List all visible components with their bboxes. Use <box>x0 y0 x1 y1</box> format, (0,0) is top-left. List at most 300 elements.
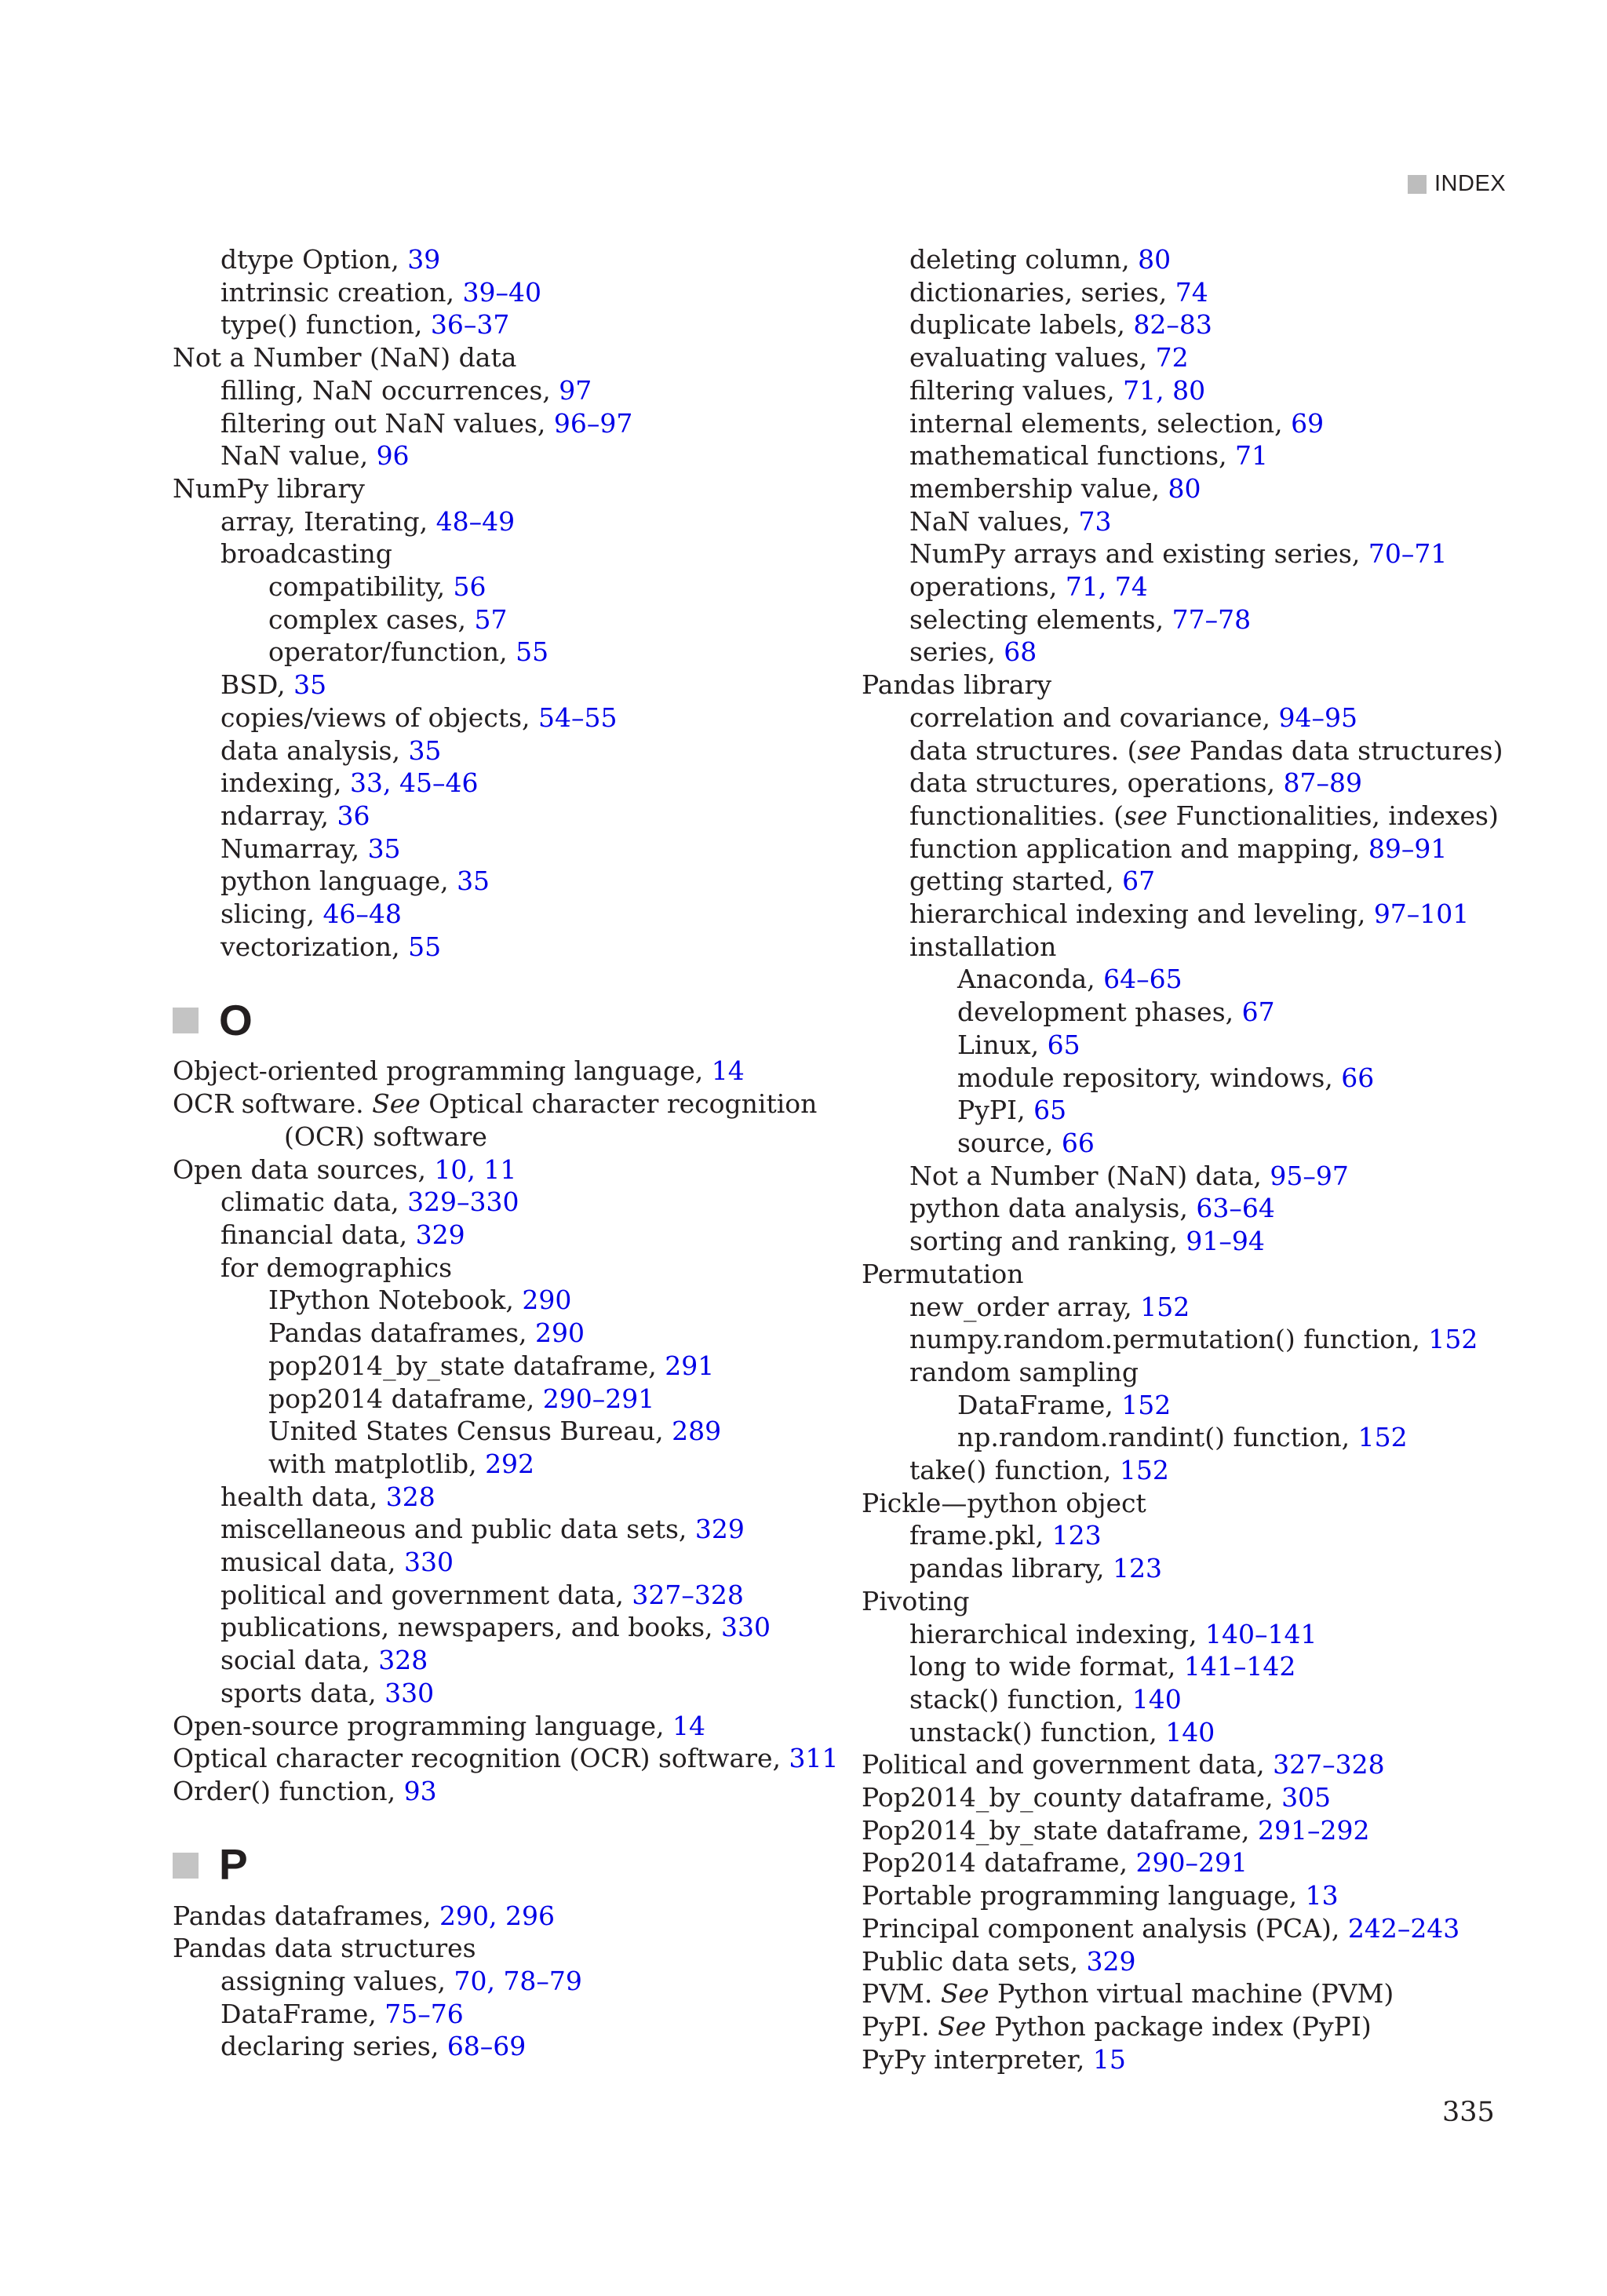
entry-term: pop2014_by_state dataframe, <box>268 1350 665 1381</box>
page-reference-link[interactable]: 329 <box>415 1219 465 1250</box>
index-entry <box>862 1323 1503 1356</box>
index-entry <box>862 1781 1503 1814</box>
page-reference-link[interactable]: 82–83 <box>1133 309 1212 341</box>
page-reference-link[interactable]: 67 <box>1241 997 1275 1028</box>
index-entry <box>862 669 1503 702</box>
entry-term: new_order array, <box>909 1291 1141 1322</box>
index-entry <box>173 1153 838 1186</box>
entry-term: Pivoting <box>862 1585 970 1616</box>
entry-term: NaN value, <box>220 440 377 472</box>
entry-term: United States Census Bureau, <box>268 1416 672 1447</box>
index-entry <box>862 1356 1503 1389</box>
page-reference-link[interactable]: 152 <box>1121 1389 1172 1420</box>
page-reference-link[interactable]: 69 <box>1291 407 1325 439</box>
entry-term: operator/function, <box>268 636 516 668</box>
index-entry <box>173 898 838 931</box>
page-reference-link[interactable]: 290–291 <box>1135 1847 1248 1879</box>
entry-term: financial data, <box>220 1219 416 1250</box>
page-reference-link[interactable]: 74 <box>1175 276 1208 308</box>
index-entry <box>862 1650 1503 1683</box>
page-reference-link[interactable]: 141–142 <box>1183 1651 1296 1682</box>
header-label: INDEX <box>1434 171 1507 196</box>
square-bullet-icon <box>1408 175 1427 194</box>
entry-term: Numarray, <box>220 833 368 864</box>
entry-term: selecting elements, <box>909 603 1172 635</box>
index-entry <box>173 1775 838 1808</box>
index-entry <box>862 996 1503 1029</box>
index-entry <box>862 505 1503 538</box>
entry-term: hierarchical indexing, <box>909 1618 1206 1649</box>
entry-term: duplicate labels, <box>909 309 1134 341</box>
entry-term: social data, <box>220 1645 379 1676</box>
index-entry <box>862 800 1503 833</box>
index-entry <box>862 1029 1503 1062</box>
page-reference-link[interactable]: 36 <box>337 800 370 831</box>
page-reference-link[interactable]: 65 <box>1033 1095 1067 1126</box>
page-reference-link[interactable]: 14 <box>672 1710 705 1741</box>
entry-term: miscellaneous and public data sets, <box>220 1514 695 1545</box>
page-reference-link[interactable]: 80 <box>1138 244 1172 275</box>
entry-term: mathematical functions, <box>909 440 1236 472</box>
page-reference-link[interactable]: 292 <box>485 1448 535 1479</box>
page-reference-link[interactable]: 39 <box>407 244 441 275</box>
page-reference-link[interactable]: 330 <box>403 1547 454 1578</box>
page-reference-link[interactable]: 36–37 <box>430 309 510 341</box>
entry-term: module repository, windows, <box>957 1062 1342 1093</box>
index-entry <box>862 1192 1503 1225</box>
index-entry <box>862 374 1503 407</box>
entry-term: development phases, <box>957 997 1242 1028</box>
page-reference-link[interactable]: 96–97 <box>553 407 633 439</box>
page-reference-link[interactable]: 311 <box>789 1743 839 1774</box>
entry-term: installation <box>909 931 1057 962</box>
entry-term: DataFrame, <box>220 1998 385 2029</box>
entry-term: political and government data, <box>220 1579 632 1610</box>
entry-term: take() function, <box>909 1455 1120 1486</box>
entry-term: health data, <box>220 1481 386 1512</box>
entry-term: data analysis, <box>220 734 409 766</box>
entry-term: getting started, <box>909 866 1123 897</box>
entry-term: data structures, operations, <box>909 767 1284 799</box>
page-reference-link[interactable]: 57 <box>474 603 508 635</box>
see-target: Python package index (PyPI) <box>986 2010 1372 2042</box>
index-entry <box>173 1965 838 1998</box>
entry-term: Pandas data structures <box>173 1933 476 1964</box>
page-reference-link[interactable]: 68 <box>1004 636 1037 668</box>
index-entry <box>173 1932 838 1965</box>
entry-term: Open-source programming language, <box>173 1710 672 1741</box>
entry-term: random sampling <box>909 1356 1139 1387</box>
page-reference-link[interactable]: 93 <box>403 1775 437 1806</box>
index-entry <box>173 1513 838 1546</box>
index-entry <box>862 1389 1503 1422</box>
entry-term: Not a Number (NaN) data, <box>909 1160 1270 1191</box>
page-reference-link[interactable]: 67 <box>1122 866 1156 897</box>
section-letter-heading <box>173 988 838 1053</box>
entry-term: hierarchical indexing and leveling, <box>909 898 1374 930</box>
entry-term: deleting column, <box>909 244 1139 275</box>
index-entry <box>862 243 1503 276</box>
index-entry <box>173 1677 838 1710</box>
page-reference-link[interactable]: 68–69 <box>446 2031 527 2062</box>
see-reference: see <box>1124 800 1168 831</box>
page-reference-link[interactable]: 33, 45–46 <box>349 767 479 799</box>
entry-term: numpy.random.permutation() function, <box>909 1324 1429 1355</box>
entry-term: BSD, <box>220 669 294 701</box>
entry-term: publications, newspapers, and books, <box>220 1612 722 1643</box>
index-entry <box>862 603 1503 636</box>
see-reference: See <box>372 1088 421 1120</box>
index-entry <box>173 243 838 276</box>
index-entry <box>173 734 838 767</box>
page-reference-link[interactable]: 72 <box>1155 342 1189 374</box>
page-reference-link[interactable]: 13 <box>1305 1880 1339 1912</box>
index-entry <box>862 1552 1503 1585</box>
page-reference-link[interactable]: 140 <box>1131 1683 1182 1715</box>
page-reference-link[interactable]: 140 <box>1165 1716 1215 1748</box>
page-reference-link[interactable]: 97–101 <box>1373 898 1470 930</box>
entry-term: compatibility, <box>268 571 454 603</box>
index-entry <box>173 472 838 505</box>
entry-term: Permutation <box>862 1258 1024 1289</box>
index-entry <box>862 1879 1503 1912</box>
index-entry <box>862 1945 1503 1978</box>
page-reference-link[interactable]: 10, 11 <box>434 1153 517 1185</box>
page-reference-link[interactable]: 70, 78–79 <box>454 1966 582 1997</box>
entry-term: PyPI. <box>862 2010 938 2042</box>
page-reference-link[interactable]: 242–243 <box>1347 1912 1460 1944</box>
page-reference-link[interactable]: 91–94 <box>1186 1226 1265 1257</box>
page-reference-link[interactable]: 46–48 <box>322 898 402 930</box>
index-entry <box>173 1710 838 1743</box>
page-reference-link[interactable]: 80 <box>1168 472 1201 504</box>
index-entry <box>173 439 838 472</box>
entry-term: Pop2014 dataframe, <box>862 1847 1136 1879</box>
index-entry <box>173 1579 838 1612</box>
entry-term: series, <box>909 636 1004 668</box>
entry-term: Order() function, <box>173 1775 404 1806</box>
entry-term: indexing, <box>220 767 350 799</box>
index-entry <box>173 636 838 669</box>
page-reference-link[interactable]: 65 <box>1047 1029 1080 1060</box>
see-target: Pandas data structures) <box>1181 734 1503 766</box>
index-entry <box>173 1317 838 1350</box>
index-entry <box>862 898 1503 931</box>
index-entry <box>173 1252 838 1285</box>
entry-term: sorting and ranking, <box>909 1226 1186 1257</box>
index-entry <box>862 1258 1503 1291</box>
entry-term: Optical character recognition (OCR) software, <box>173 1743 789 1774</box>
index-entry <box>862 538 1503 570</box>
entry-term: dictionaries, series, <box>909 276 1175 308</box>
page-reference-link[interactable]: 152 <box>1140 1291 1190 1322</box>
index-entry <box>173 1611 838 1644</box>
square-bullet-icon <box>173 1008 199 1033</box>
square-bullet-icon <box>173 1853 199 1879</box>
see-target: Python virtual machine (PVM) <box>989 1978 1394 2010</box>
page-reference-link[interactable]: 329–330 <box>407 1186 519 1218</box>
index-entry <box>862 1127 1503 1160</box>
index-entry <box>173 669 838 702</box>
see-reference: See <box>940 1978 989 2010</box>
entry-term: Pandas library <box>862 669 1051 701</box>
entry-term: vectorization, <box>220 931 409 962</box>
index-entry <box>862 931 1503 964</box>
index-entry <box>173 833 838 866</box>
page-reference-link[interactable]: 35 <box>367 833 401 864</box>
page-reference-link[interactable]: 71, 74 <box>1065 571 1148 603</box>
page-reference-link[interactable]: 35 <box>457 866 490 897</box>
index-entry <box>862 341 1503 374</box>
index-entry <box>862 1094 1503 1127</box>
entry-term: internal elements, selection, <box>909 407 1292 439</box>
entry-term: intrinsic creation, <box>220 276 463 308</box>
index-entry <box>862 407 1503 440</box>
page-reference-link[interactable]: 95–97 <box>1270 1160 1349 1191</box>
entry-term: Pandas dataframes, <box>268 1317 536 1349</box>
index-entry-continuation <box>173 1121 838 1153</box>
see-reference: see <box>1137 734 1182 766</box>
page-reference-link[interactable]: 55 <box>516 636 549 668</box>
page-reference-link[interactable]: 96 <box>376 440 410 472</box>
index-entry <box>862 1683 1503 1716</box>
page-reference-link[interactable]: 94–95 <box>1278 702 1358 733</box>
entry-term: NumPy library <box>173 472 365 504</box>
entry-term: Object-oriented programming language, <box>173 1055 712 1087</box>
entry-term: declaring series, <box>220 2031 447 2062</box>
entry-term: source, <box>957 1127 1062 1158</box>
page-reference-link[interactable]: 77–78 <box>1172 603 1252 635</box>
index-entry <box>173 1546 838 1579</box>
page-reference-link[interactable]: 291 <box>665 1350 715 1381</box>
entry-term: PyPI, <box>957 1095 1034 1126</box>
index-entry <box>173 1900 838 1933</box>
entry-term: data structures. ( <box>909 734 1138 766</box>
index-entry <box>862 833 1503 866</box>
index-entry <box>862 963 1503 996</box>
index-entry <box>173 1644 838 1677</box>
index-entry <box>173 1448 838 1481</box>
index-entry <box>173 538 838 570</box>
index-entry <box>862 2010 1503 2043</box>
page-reference-link[interactable]: 70–71 <box>1368 538 1448 570</box>
entry-term: Pandas dataframes, <box>173 1900 440 1931</box>
index-entry <box>173 1383 838 1416</box>
page-reference-link[interactable]: 328 <box>385 1481 435 1512</box>
index-entry <box>173 702 838 734</box>
entry-term: Political and government data, <box>862 1749 1274 1780</box>
entry-term: with matplotlib, <box>268 1448 486 1479</box>
entry-term: ndarray, <box>220 800 337 831</box>
page-reference-link[interactable]: 123 <box>1051 1520 1102 1551</box>
page-reference-link[interactable]: 329 <box>1086 1945 1136 1977</box>
entry-term: Pickle—python object <box>862 1487 1146 1518</box>
index-entry <box>173 865 838 898</box>
index-entry <box>173 341 838 374</box>
entry-term: pop2014 dataframe, <box>268 1383 543 1414</box>
index-entry <box>862 865 1503 898</box>
entry-term: np.random.randint() function, <box>957 1422 1358 1453</box>
page-reference-link[interactable]: 327–328 <box>1273 1749 1385 1780</box>
page-reference-link[interactable]: 71 <box>1235 440 1269 472</box>
entry-term: sports data, <box>220 1677 385 1708</box>
running-header <box>1408 171 1506 197</box>
page-reference-link[interactable]: 71, 80 <box>1123 374 1206 406</box>
page-reference-link[interactable]: 73 <box>1078 505 1112 537</box>
entry-term: functionalities. ( <box>909 800 1124 831</box>
entry-term: correlation and covariance, <box>909 702 1279 733</box>
index-column-right <box>862 243 1503 2076</box>
entry-term: IPython Notebook, <box>268 1285 523 1316</box>
page-reference-link[interactable]: 152 <box>1119 1455 1169 1486</box>
page-reference-link[interactable]: 48–49 <box>435 505 516 537</box>
page-number: 335 <box>1442 2097 1495 2128</box>
index-entry <box>173 603 838 636</box>
index-entry <box>173 308 838 341</box>
entry-term: Pop2014_by_county dataframe, <box>862 1782 1282 1813</box>
entry-term: function application and mapping, <box>909 833 1368 864</box>
section-letter-heading <box>173 1833 838 1898</box>
page-reference-link[interactable]: 327–328 <box>632 1579 744 1610</box>
index-entry <box>862 1977 1503 2010</box>
entry-term: Linux, <box>957 1029 1048 1060</box>
index-entry <box>862 308 1503 341</box>
page-reference-link[interactable]: 290 <box>535 1317 585 1349</box>
page-reference-link[interactable]: 291–292 <box>1257 1814 1370 1846</box>
index-entry <box>173 1088 838 1121</box>
page-reference-link[interactable]: 35 <box>408 734 442 766</box>
index-entry <box>862 1225 1503 1258</box>
entry-term: array, Iterating, <box>220 505 436 537</box>
page-reference-link[interactable]: 97 <box>559 374 592 406</box>
page-reference-link[interactable]: 330 <box>384 1677 435 1708</box>
entry-term: filtering values, <box>909 374 1124 406</box>
see-target: Functionalities, indexes) <box>1168 800 1499 831</box>
page-reference-link[interactable]: 54–55 <box>538 702 618 733</box>
index-entry <box>862 439 1503 472</box>
entry-term: NumPy arrays and existing series, <box>909 538 1368 570</box>
section-letter: P <box>219 1840 248 1890</box>
index-entry <box>862 1062 1503 1095</box>
entry-term: Not a Number (NaN) data <box>173 342 517 374</box>
index-entry <box>862 702 1503 734</box>
index-entry <box>173 1742 838 1775</box>
index-entry <box>862 1519 1503 1552</box>
index-entry <box>173 1481 838 1514</box>
entry-term: unstack() function, <box>909 1716 1166 1748</box>
index-entry <box>862 1291 1503 1324</box>
index-entry <box>862 734 1503 767</box>
page-reference-link[interactable]: 328 <box>378 1645 428 1676</box>
page-reference-link[interactable]: 75–76 <box>384 1998 464 2029</box>
page-reference-link[interactable]: 66 <box>1061 1127 1095 1158</box>
page-reference-link[interactable]: 329 <box>694 1514 745 1545</box>
index-entry <box>862 1454 1503 1487</box>
page-reference-link[interactable]: 14 <box>711 1055 745 1087</box>
page-reference-link[interactable]: 55 <box>408 931 442 962</box>
index-entry <box>862 1618 1503 1651</box>
page-reference-link[interactable]: 305 <box>1281 1782 1332 1813</box>
page-reference-link[interactable]: 63–64 <box>1196 1193 1275 1224</box>
entry-term: NaN values, <box>909 505 1079 537</box>
entry-term: Principal component analysis (PCA), <box>862 1912 1348 1944</box>
page-reference-link[interactable]: 123 <box>1112 1553 1162 1584</box>
index-entry <box>862 2043 1503 2076</box>
index-entry <box>862 1421 1503 1454</box>
entry-term: pandas library, <box>909 1553 1113 1584</box>
entry-term: Public data sets, <box>862 1945 1087 1977</box>
page-reference-link[interactable]: 290–291 <box>542 1383 655 1414</box>
entry-term: PVM. <box>862 1978 941 2010</box>
index-entry <box>862 1160 1503 1193</box>
page-reference-link[interactable]: 64–65 <box>1103 964 1182 995</box>
index-entry <box>862 636 1503 669</box>
index-entry <box>862 472 1503 505</box>
index-entry <box>173 1415 838 1448</box>
page-reference-link[interactable]: 289 <box>672 1416 722 1447</box>
index-entry <box>173 1998 838 2031</box>
entry-term: operations, <box>909 571 1066 603</box>
entry-term: type() function, <box>220 309 431 341</box>
index-entry <box>173 1219 838 1252</box>
entry-term: dtype Option, <box>220 244 408 275</box>
entry-term: OCR software. <box>173 1088 373 1120</box>
page-reference-link[interactable]: 89–91 <box>1368 833 1448 864</box>
index-entry <box>862 1912 1503 1945</box>
section-letter: O <box>219 996 253 1045</box>
page-reference-link[interactable]: 152 <box>1357 1422 1408 1453</box>
index-entry <box>173 505 838 538</box>
entry-term: Anaconda, <box>957 964 1104 995</box>
index-entry <box>173 767 838 800</box>
index-entry <box>173 1055 838 1088</box>
entry-term: (OCR) software <box>284 1121 487 1152</box>
entry-term: complex cases, <box>268 603 475 635</box>
entry-term: stack() function, <box>909 1683 1132 1715</box>
page-reference-link[interactable]: 330 <box>721 1612 771 1643</box>
page-reference-link[interactable]: 290, 296 <box>439 1900 555 1931</box>
page-reference-link[interactable]: 35 <box>293 669 327 701</box>
index-entry <box>862 1716 1503 1749</box>
index-entry <box>862 767 1503 800</box>
see-reference: See <box>938 2010 986 2042</box>
index-entry <box>862 1748 1503 1781</box>
entry-term: long to wide format, <box>909 1651 1184 1682</box>
index-entry <box>173 800 838 833</box>
page-reference-link[interactable]: 39–40 <box>462 276 541 308</box>
index-column-left <box>173 243 838 2063</box>
entry-term: musical data, <box>220 1547 404 1578</box>
index-entry <box>173 1186 838 1219</box>
entry-term: PyPy interpreter, <box>862 2043 1093 2075</box>
index-entry <box>173 931 838 964</box>
page-reference-link[interactable]: 290 <box>522 1285 572 1316</box>
entry-term: climatic data, <box>220 1186 408 1218</box>
index-entry <box>173 374 838 407</box>
entry-term: frame.pkl, <box>909 1520 1052 1551</box>
page-reference-link[interactable]: 140–141 <box>1205 1618 1317 1649</box>
page-reference-link[interactable]: 87–89 <box>1283 767 1362 799</box>
index-entry <box>173 2030 838 2063</box>
page-reference-link[interactable]: 66 <box>1341 1062 1375 1093</box>
entry-term: DataFrame, <box>957 1389 1122 1420</box>
page-reference-link[interactable]: 56 <box>453 571 486 603</box>
page-reference-link[interactable]: 152 <box>1428 1324 1478 1355</box>
index-entry <box>173 1350 838 1383</box>
page-reference-link[interactable]: 15 <box>1092 2043 1126 2075</box>
index-entry <box>862 1846 1503 1879</box>
index-entry <box>862 1814 1503 1847</box>
